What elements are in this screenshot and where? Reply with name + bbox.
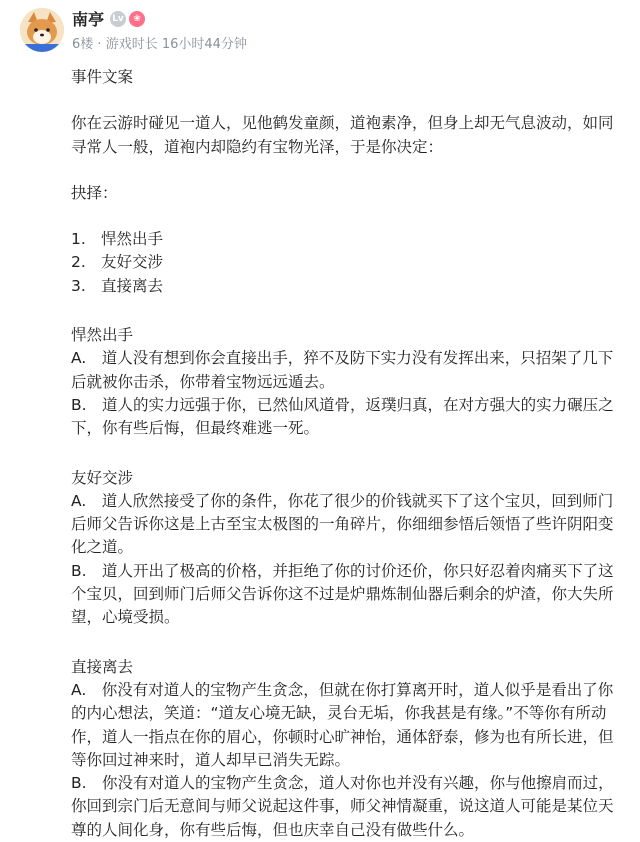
username[interactable]: 南亭	[72, 10, 105, 29]
vip-badge-icon: ❀	[129, 11, 145, 27]
user-badges	[110, 11, 145, 27]
outcome-line: B. 道人的实力远强于你，已然仙风道骨，返璞归真，在对方强大的实力碾压之下，你有些后悔，但最终难逃一死。	[71, 395, 614, 438]
avatar[interactable]	[20, 8, 64, 52]
section-title: 悍然出手	[71, 326, 134, 345]
post-header	[0, 0, 640, 60]
shiba-avatar-icon	[20, 8, 64, 52]
meta-separator: ·	[97, 37, 102, 52]
outcome-line: B. 道人开出了极高的价格，并拒绝了你的讨价还价，你只好忍着肉痛买下了这个宝贝，回到师门后师父告诉你这不过是炉鼎炼制仙器后剩余的炉渣，你大失所望，心境受损。	[71, 561, 614, 627]
post-content	[71, 66, 627, 842]
choice-item: 2. 友好交涉	[71, 253, 164, 272]
choice-item: 1. 悍然出手	[71, 230, 164, 249]
outcome-line: A. 道人欣然接受了你的条件，你花了很少的价钱就买下了这个宝贝，回到师门后师父告诉你这是上古至宝太极图的一角碎片，你细细参悟后领悟了些许阴阳变化之道。	[71, 491, 614, 557]
intro-paragraph: 你在云游时碰见一道人，见他鹤发童颜，道袍素净，但身上却无气息波动，如同寻常人一般，道袍内却隐约有宝物光泽，于是你决定：	[71, 114, 614, 156]
outcome-line: A. 道人没有想到你会直接出手，猝不及防下实力没有发挥出来，只招架了几下后就被你击杀，你带着宝物远远遁去。	[71, 349, 614, 391]
choice-label: 抉择：	[71, 183, 118, 202]
choice-item: 3. 直接离去	[71, 276, 164, 295]
section-title: 直接离去	[71, 657, 134, 676]
level-badge-icon: Lv	[110, 11, 126, 27]
section-title: 友好交涉	[71, 468, 134, 487]
outcome-line: A. 你没有对道人的宝物产生贪念，但就在你打算离开时，道人似乎是看出了你的内心想法，笑道：“道友心境无缺，灵台无垢，你我甚是有缘。”不等你有所动作，道人一指点在你的眉心，你顿时心旷神怡，通体舒泰，修为也有所长进，但等你回过神来时，道人却早已消失无踪。	[71, 680, 614, 769]
floor-number: 6楼	[72, 37, 94, 52]
playtime: 游戏时长 16小时44分钟	[105, 37, 247, 52]
outcome-line: B. 你没有对道人的宝物产生贪念，道人对你也并没有兴趣，你与他擦肩而过，你回到宗门后无意间与师父说起这件事，师父神情凝重，说这道人可能是某位天尊的人间化身，你有些后悔，但也庆幸自己没有做些什么。	[71, 774, 614, 839]
post-meta	[72, 36, 247, 54]
content-heading: 事件文案	[71, 68, 134, 86]
